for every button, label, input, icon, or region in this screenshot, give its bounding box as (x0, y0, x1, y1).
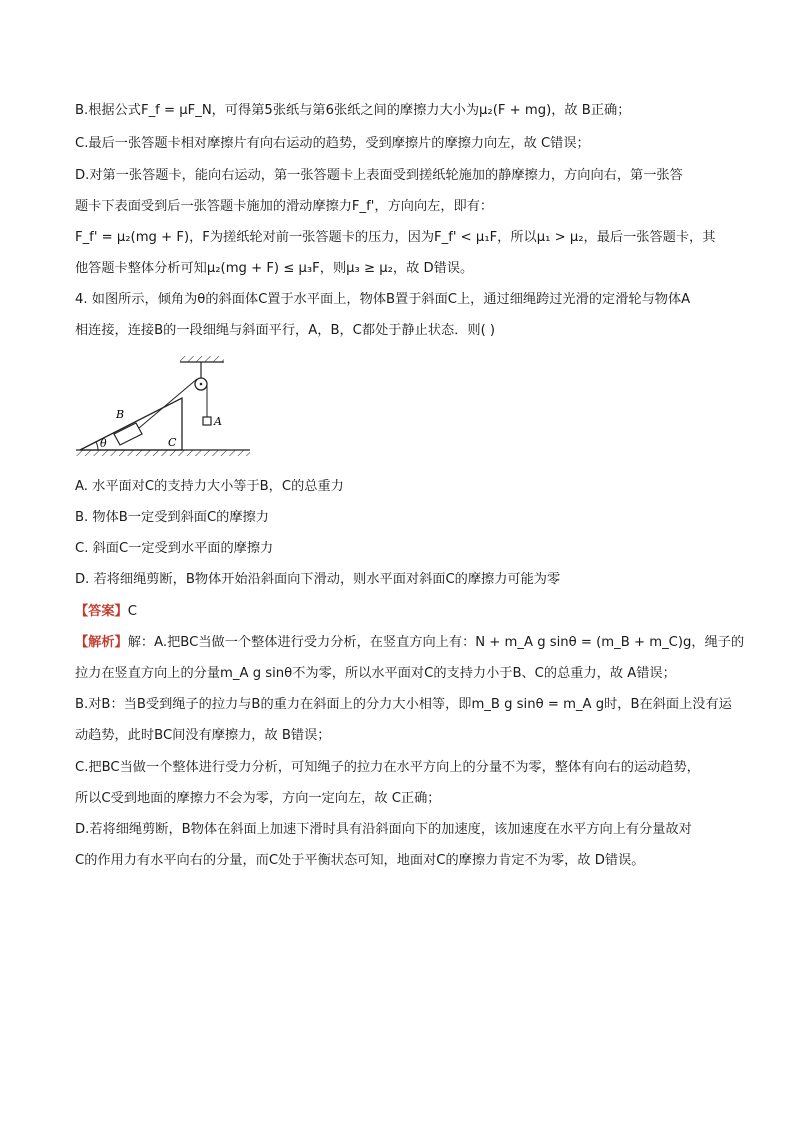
label-b: B (116, 408, 125, 421)
analysis-line: 动趋势，此时BC间没有摩擦力，故 B错误； (75, 728, 331, 743)
analysis-line: D.若将细绳剪断，B物体在斜面上加速下滑时具有沿斜面向下的加速度，该加速度在水平方向上有分量故对 (75, 822, 692, 837)
analysis-line: 【解析】解：A.把BC当做一个整体进行受力分析，在竖直方向上有：N + m_A g sinθ = (m_B + m_C)g，绳子的 (75, 635, 745, 650)
analysis-tag: 【解析】 (75, 635, 128, 650)
option-a: A. 水平面对C的支持力大小等于B，C的总重力 (75, 479, 344, 494)
incline-c (80, 398, 182, 450)
text-line: 他答题卡整体分析可知μ₂(mg + F) ≤ μ₃F，则μ₃ ≥ μ₂，故 D错误。 (75, 261, 474, 276)
text-line: C.最后一张答题卡相对摩擦片有向右运动的趋势，受到摩擦片的摩擦力向左，故 C错误； (75, 136, 590, 151)
option-d: D. 若将细绳剪断，B物体开始沿斜面向下滑动，则水平面对斜面C的摩擦力可能为零 (75, 572, 561, 587)
analysis-line: C的作用力有水平向右的分量，而C处于平衡状态可知，地面对C的摩擦力肯定不为零，故 D错误。 (75, 853, 645, 868)
analysis-line: C.把BC当做一个整体进行受力分析，可知绳子的拉力在水平方向上的分量不为零，整体有向右的运动趋势， (75, 760, 700, 775)
text-line: B.根据公式F_f = μF_N，可得第5张纸与第6张纸之间的摩擦力大小为μ₂(F + mg)，故 B正确； (75, 103, 631, 118)
option-c: C. 斜面C一定受到水平面的摩擦力 (75, 541, 274, 556)
label-theta: θ (100, 437, 107, 450)
label-c: C (168, 436, 177, 449)
ground-hatch (76, 450, 250, 456)
answer-line (75, 603, 137, 621)
text-line: F_f' = μ₂(mg + F)，F为搓纸轮对前一张答题卡的压力，因为F_f' < μ₁F，所以μ₁ > μ₂，最后一张答题卡，其 (75, 230, 716, 245)
text-line: 题卡下表面受到后一张答题卡施加的滑动摩擦力F_f'，方向向左，即有： (75, 199, 494, 214)
question-stem: 相连接，连接B的一段细绳与斜面平行，A，B，C都处于静止状态．则( ) (75, 323, 496, 338)
text-line: D.对第一张答题卡，能向右运动，第一张答题卡上表面受到搓纸轮施加的静摩擦力，方向向右，第一张答 (75, 168, 683, 183)
block-a (203, 417, 211, 425)
answer-tag: 【答案】 (75, 604, 128, 619)
question-stem: 4. 如图所示，倾角为θ的斜面体C置于水平面上，物体B置于斜面C上，通过细绳跨过光滑的定滑轮与物体A (75, 292, 691, 307)
label-a: A (214, 415, 222, 428)
ceiling-hatch (180, 356, 224, 362)
option-b: B. 物体B一定受到斜面C的摩擦力 (75, 510, 269, 525)
analysis-line: 所以C受到地面的摩擦力不会为零，方向一定向左，故 C正确； (75, 791, 441, 806)
analysis-line: B.对B：当B受到绳子的拉力与B的重力在斜面上的分力大小相等，即m_B g sinθ = m_A g时，B在斜面上没有运 (75, 697, 732, 712)
answer-value: C (127, 604, 137, 619)
analysis-line: 拉力在竖直方向上的分量m_A g sinθ不为零，所以水平面对C的支持力小于B、C的总重力，故 A错误； (75, 666, 676, 681)
incline-pulley-diagram (72, 350, 252, 465)
